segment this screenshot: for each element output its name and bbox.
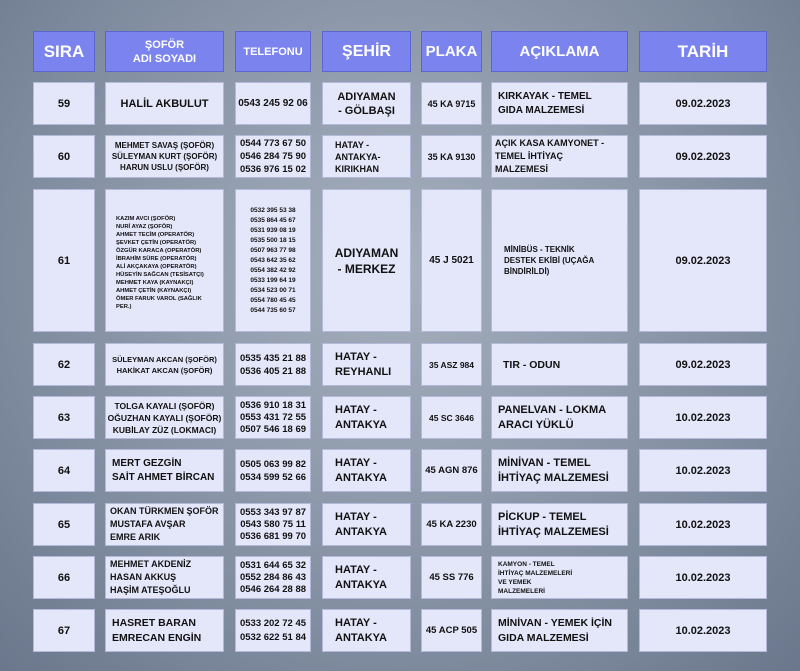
table-row-tarih: 10.02.2023	[639, 609, 767, 652]
table-row-tarih: 10.02.2023	[639, 396, 767, 439]
table-row-plaka: 45 KA 9715	[421, 82, 482, 125]
table-row-telefon: 0543 245 92 06	[235, 82, 311, 125]
table-row-plaka: 45 AGN 876	[421, 449, 482, 492]
table-row-aciklama: PANELVAN - LOKMA ARACI YÜKLÜ	[491, 396, 628, 439]
header-sehir: ŞEHİR	[322, 31, 411, 72]
table-row-telefon: 0544 773 67 50 0546 284 75 90 0536 976 15 02	[235, 135, 311, 178]
table-row-aciklama: MİNİVAN - TEMEL İHTİYAÇ MALZEMESİ	[491, 449, 628, 492]
table-row-sira: 61	[33, 189, 95, 332]
table-row-sira: 60	[33, 135, 95, 178]
table-row-aciklama: KIRKAYAK - TEMEL GIDA MALZEMESİ	[491, 82, 628, 125]
header-plaka: PLAKA	[421, 31, 482, 72]
table-row-telefon: 0536 910 18 31 0553 431 72 55 0507 546 18 69	[235, 396, 311, 439]
table-row-sofor: SÜLEYMAN AKCAN (ŞOFÖR) HAKİKAT AKCAN (ŞOFÖR)	[105, 343, 224, 386]
table-row-sehir: HATAY - ANTAKYA	[322, 556, 411, 599]
table-row-sofor: MEHMET AKDENİZ HASAN AKKUŞ HAŞİM ATEŞOĞLU	[105, 556, 224, 599]
table-row-telefon: 0533 202 72 45 0532 622 51 84	[235, 609, 311, 652]
table-row-telefon: 0532 395 53 38 0535 864 45 67 0531 939 08 19 0535 500 18 15 0507 963 77 98 0543 642 35 62 0554 382 42 92 0533 199 64 19 0534 523 00 71 0554 780 45 45 0544 735 60 57	[235, 189, 311, 332]
table-row-telefon: 0531 644 65 32 0552 284 86 43 0546 264 28 88	[235, 556, 311, 599]
table-row-sofor: HALİL AKBULUT	[105, 82, 224, 125]
header-sira: SIRA	[33, 31, 95, 72]
table-row-sira: 66	[33, 556, 95, 599]
table-row-telefon: 0505 063 99 82 0534 599 52 66	[235, 449, 311, 492]
table-row-plaka: 45 SS 776	[421, 556, 482, 599]
table-row-sira: 65	[33, 503, 95, 546]
table-row-sehir: HATAY - ANTAKYA	[322, 609, 411, 652]
table-row-aciklama: MİNİVAN - YEMEK İÇİN GIDA MALZEMESİ	[491, 609, 628, 652]
table-row-sehir: ADIYAMAN - GÖLBAŞI	[322, 82, 411, 125]
table-row-sofor: KAZIM AVCI (ŞOFÖR) NURİ AYAZ (ŞOFÖR) AHMET TECİM (OPERATÖR) ŞEVKET ÇETİN (OPERATÖR) ÖZGÜR KARACA (OPERATÖR) İBRAHİM SÜRE (OPERATÖR) ALİ AKÇAKAYA (OPERATÖR) HÜSEYİN SAĞCAN (TESİSATÇI) MEHMET KAYA (KAYNAKÇI) AHMET ÇETİN (KAYNAKÇI) ÖMER FARUK VAROL (SAĞLIK PER.)	[105, 189, 224, 332]
table-row-tarih: 10.02.2023	[639, 503, 767, 546]
table-row-sofor: MERT GEZGİN SAİT AHMET BİRCAN	[105, 449, 224, 492]
table-row-aciklama: PİCKUP - TEMEL İHTİYAÇ MALZEMESİ	[491, 503, 628, 546]
header-aciklama: AÇIKLAMA	[491, 31, 628, 72]
header-tarih: TARİH	[639, 31, 767, 72]
table-row-aciklama: MİNİBÜS - TEKNİK DESTEK EKİBİ (UÇAĞA BİNDİRİLDİ)	[491, 189, 628, 332]
table-row-sira: 59	[33, 82, 95, 125]
table-row-tarih: 09.02.2023	[639, 343, 767, 386]
table-row-sira: 67	[33, 609, 95, 652]
table-row-aciklama: AÇIK KASA KAMYONET - TEMEL İHTİYAÇ MALZEMESİ	[491, 135, 628, 178]
table-row-aciklama: KAMYON - TEMEL İHTİYAÇ MALZEMELERİ VE YEMEK MALZEMELERİ	[491, 556, 628, 599]
table-row-sira: 62	[33, 343, 95, 386]
table-row-plaka: 45 ACP 505	[421, 609, 482, 652]
table-row-plaka: 45 SC 3646	[421, 396, 482, 439]
table-row-sofor: OKAN TÜRKMEN ŞOFÖR MUSTAFA AVŞAR EMRE ARIK	[105, 503, 224, 546]
table-row-telefon: 0553 343 97 87 0543 580 75 11 0536 681 99 70	[235, 503, 311, 546]
header-telefonu: TELEFONU	[235, 31, 311, 72]
table-row-sehir: HATAY - ANTAKYA	[322, 503, 411, 546]
table-row-sehir: HATAY - REYHANLI	[322, 343, 411, 386]
table-row-tarih: 09.02.2023	[639, 135, 767, 178]
table-row-plaka: 45 KA 2230	[421, 503, 482, 546]
table-row-tarih: 10.02.2023	[639, 556, 767, 599]
table-row-sofor: TOLGA KAYALI (ŞOFÖR) OĞUZHAN KAYALI (ŞOFÖR) KUBİLAY ZÜZ (LOKMACI)	[105, 396, 224, 439]
table-row-tarih: 09.02.2023	[639, 189, 767, 332]
table-row-tarih: 09.02.2023	[639, 82, 767, 125]
table-row-sehir: HATAY - ANTAKYA	[322, 449, 411, 492]
table-row-plaka: 45 J 5021	[421, 189, 482, 332]
table-row-sehir: HATAY - ANTAKYA	[322, 396, 411, 439]
table-row-sehir: HATAY - ANTAKYA- KIRIKHAN	[322, 135, 411, 178]
header-sofor: ŞOFÖR ADI SOYADI	[105, 31, 224, 72]
table-row-telefon: 0535 435 21 88 0536 405 21 88	[235, 343, 311, 386]
table-row-sira: 63	[33, 396, 95, 439]
table-row-sofor: HASRET BARAN EMRECAN ENGİN	[105, 609, 224, 652]
table-row-plaka: 35 ASZ 984	[421, 343, 482, 386]
table-row-sira: 64	[33, 449, 95, 492]
table-row-plaka: 35 KA 9130	[421, 135, 482, 178]
table-row-tarih: 10.02.2023	[639, 449, 767, 492]
table-row-sofor: MEHMET SAVAŞ (ŞOFÖR) SÜLEYMAN KURT (ŞOFÖR) HARUN USLU (ŞOFÖR)	[105, 135, 224, 178]
table-row-sehir: ADIYAMAN - MERKEZ	[322, 189, 411, 332]
table-row-aciklama: TIR - ODUN	[491, 343, 628, 386]
